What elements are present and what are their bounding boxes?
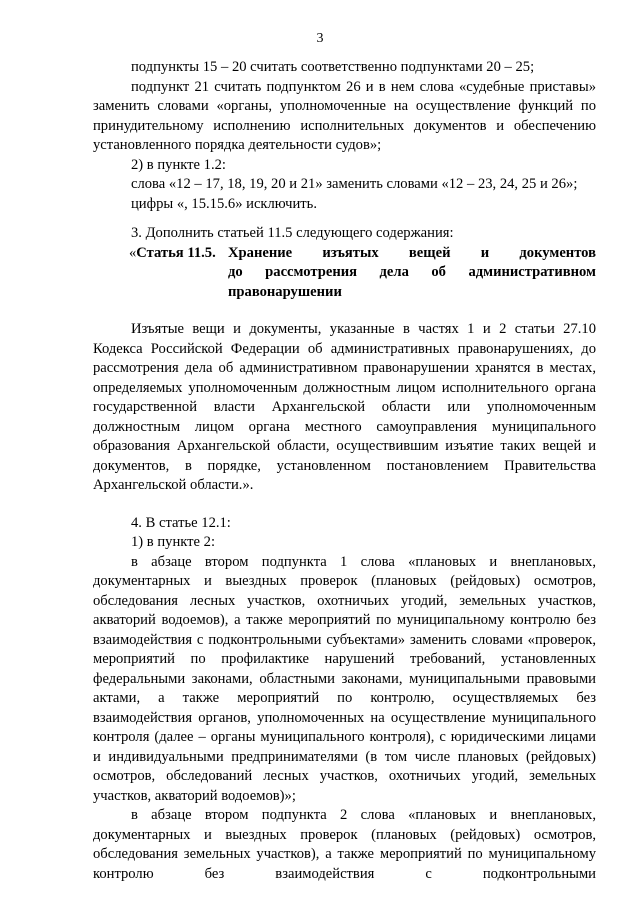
article-title-line: Хранение изъятых вещей и документов [228, 244, 596, 261]
article-title [228, 244, 596, 303]
paragraph: цифры «, 15.15.6» исключить. [131, 195, 317, 212]
page-number: 3 [316, 31, 324, 46]
paragraph: подпункты 15 – 20 считать соответственно подпунктами 20 – 25; [131, 59, 535, 75]
open-quote: « [129, 244, 137, 261]
paragraph: 1) в пункте 2: [131, 534, 216, 550]
article-title-line: до рассмотрения дела об административном [228, 264, 596, 280]
article-heading [93, 244, 596, 303]
paragraph: слова «12 – 17, 18, 19, 20 и 21» заменить словами «12 – 23, 24, 25 и 26»; [131, 176, 578, 192]
paragraph: 2) в пункте 1.2: [131, 156, 226, 173]
paragraph: 3. Дополнить статьей 11.5 следующего содержания: [131, 225, 454, 241]
document-body [93, 58, 596, 884]
article-label-block [93, 244, 228, 303]
paragraph: подпункт 21 считать подпунктом 26 и в нем слова «судебные приставы» заменить словами «органы, уполномоченные на осуществление функций по принудительному исполнению исполнительных документов и обеспечению установленного порядка деятельности судов»; [93, 78, 596, 153]
paragraph: в абзаце втором подпункта 1 слова «плановых и внеплановых, документарных и выездных проверок (плановых (рейдовых) осмотров, обследования лесных участков, охотничьих угодий, земельных участков, акваторий водоемов), а также мероприятий по муниципальному контролю без взаимодействия с подконтрольными субъектами» заменить словами «проверок, мероприятий по профилактике нарушений требований, установленных федеральными законами, областными законами, муниципальными правовыми актами, а также мероприятий по контролю, осуществляемых без взаимодействия органов, уполномоченных на осуществление муниципального контроля (далее – органы муниципального контроля), с юридическими лицами и индивидуальными предпринимателями (в том числе плановых (рейдовых) осмотров, обследований лесных участков, охотничьих угодий, земельных участков, акваторий водоемов)»; [93, 553, 596, 804]
paragraph: Изъятые вещи и документы, указанные в частях 1 и 2 статьи 27.10 Кодекса Российской Федерации об административных правонарушениях, до рассмотрения дела об административном правонарушении хранятся в местах, определяемых уполномоченным должностным лицом исполнительного органа государственной власти Архангельской области или уполномоченным должностным лицом органа местного самоуправления муниципального образования Архангельской области, осуществившим изъятие таких вещей и документов, в порядке, установленном постановлением Правительства Архангельской области.». [93, 321, 596, 493]
paragraph: 4. В статье 12.1: [131, 514, 231, 531]
paragraph: в абзаце втором подпункта 2 слова «плановых и внеплановых, документарных и выездных проверок (плановых (рейдовых) осмотров, обследования земельных участков), а также мероприятий по муниципальному контролю без взаимодействия с подконтрольными [93, 807, 596, 882]
article-label: Статья 11.5. [136, 244, 216, 261]
article-title-line: правонарушении [228, 283, 342, 300]
